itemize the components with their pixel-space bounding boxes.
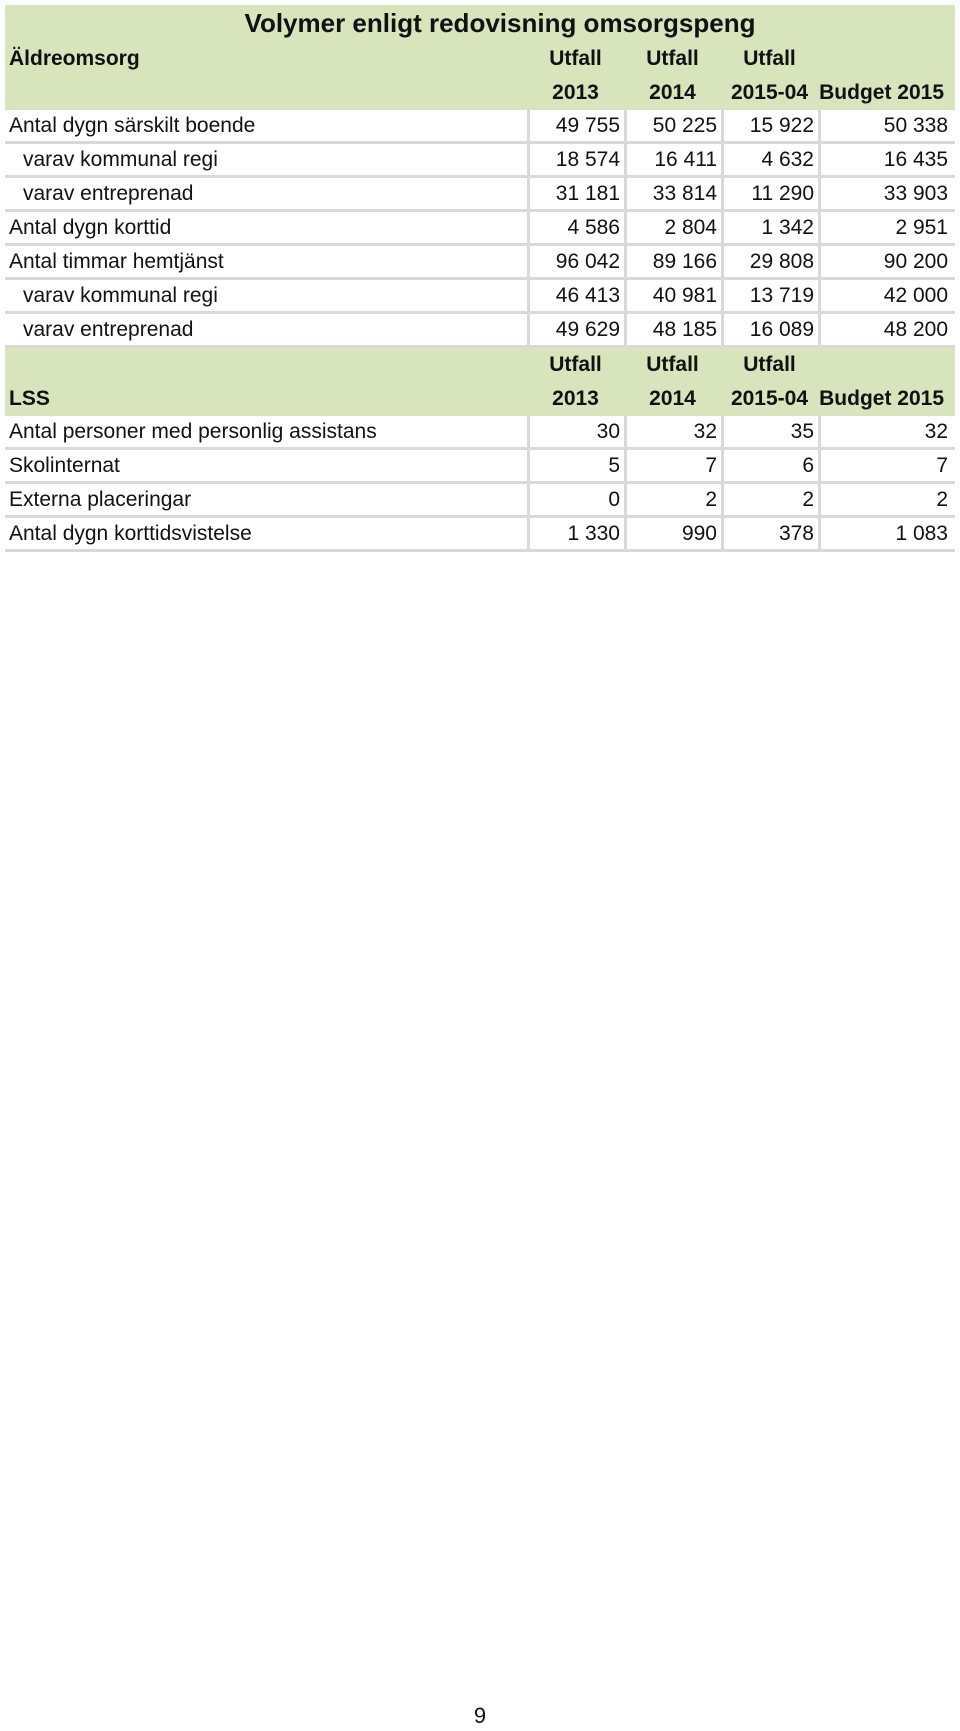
table-cell: 1 342 (721, 212, 818, 243)
section-header-lss (5, 348, 955, 416)
table-cell: 30 (527, 416, 624, 447)
section-header-aldreomsorg (5, 42, 955, 110)
table-cell: 16 435 (818, 144, 952, 175)
column-header: 2014 (649, 81, 696, 104)
row-label: varav kommunal regi (23, 147, 218, 171)
table-cell: 16 089 (721, 314, 818, 345)
column-header: 2015-04 (730, 387, 809, 410)
table-cell: 378 (721, 518, 818, 549)
table-cell: 29 808 (721, 246, 818, 277)
row-label: varav kommunal regi (23, 283, 218, 307)
table-row (5, 144, 955, 178)
table-cell: 11 290 (721, 178, 818, 209)
table-cell: 15 922 (721, 110, 818, 141)
table-cell: 49 755 (527, 110, 624, 141)
table-cell: 46 413 (527, 280, 624, 311)
table-cell: 48 185 (624, 314, 721, 345)
table-row (5, 484, 955, 518)
column-header: Utfall (549, 47, 602, 70)
table-cell: 1 083 (818, 518, 952, 549)
row-label: Antal dygn korttidsvistelse (9, 521, 252, 545)
row-label: Skolinternat (9, 453, 120, 477)
table-cell: 33 903 (818, 178, 952, 209)
column-header: 2013 (552, 81, 599, 104)
table-cell: 7 (624, 450, 721, 481)
row-label: Antal dygn särskilt boende (9, 113, 256, 137)
table-cell: 33 814 (624, 178, 721, 209)
table-row (5, 280, 955, 314)
table-cell: 35 (721, 416, 818, 447)
table-cell: 2 (624, 484, 721, 515)
row-label: varav entreprenad (23, 181, 194, 205)
table-cell: 2 804 (624, 212, 721, 243)
table-cell: 990 (624, 518, 721, 549)
table-row (5, 416, 955, 450)
table-row (5, 518, 955, 552)
column-header: Utfall (646, 47, 699, 70)
column-header: 2015-04 (730, 81, 809, 104)
table-row (5, 450, 955, 484)
column-header: 2013 (552, 387, 599, 410)
table-cell: 50 225 (624, 110, 721, 141)
table-cell: 48 200 (818, 314, 952, 345)
table-row (5, 178, 955, 212)
table-cell: 13 719 (721, 280, 818, 311)
table-cell: 2 951 (818, 212, 952, 243)
table-cell: 49 629 (527, 314, 624, 345)
table-cell: 32 (624, 416, 721, 447)
column-header: Utfall (743, 353, 796, 376)
row-label: Antal dygn korttid (9, 215, 172, 239)
table-cell: 4 586 (527, 212, 624, 243)
table-row (5, 212, 955, 246)
table-cell: 16 411 (624, 144, 721, 175)
table-cell: 90 200 (818, 246, 952, 277)
table-title: Volymer enligt redovisning omsorgspeng (5, 5, 955, 42)
table-cell: 42 000 (818, 280, 952, 311)
table-row (5, 110, 955, 144)
table-cell: 0 (527, 484, 624, 515)
table-cell: 32 (818, 416, 952, 447)
section-name: Äldreomsorg (9, 47, 140, 70)
section-name: LSS (9, 387, 50, 410)
row-label: varav entreprenad (23, 317, 194, 341)
row-label: Externa placeringar (9, 487, 192, 511)
column-header: Utfall (646, 353, 699, 376)
table-cell: 4 632 (721, 144, 818, 175)
row-label: Antal personer med personlig assistans (9, 419, 377, 443)
table-row (5, 246, 955, 280)
column-header (818, 42, 952, 76)
page-number: 9 (473, 1703, 487, 1728)
table-cell: 89 166 (624, 246, 721, 277)
table-cell: 2 (721, 484, 818, 515)
table-cell: 1 330 (527, 518, 624, 549)
volume-table (5, 5, 955, 552)
table-cell: 31 181 (527, 178, 624, 209)
table-cell: 6 (721, 450, 818, 481)
table-cell: 18 574 (527, 144, 624, 175)
table-cell: 2 (818, 484, 952, 515)
column-header (818, 348, 952, 382)
column-header: Budget 2015 (819, 387, 944, 410)
table-cell: 5 (527, 450, 624, 481)
table-cell: 50 338 (818, 110, 952, 141)
column-header: Utfall (549, 353, 602, 376)
column-header: 2014 (649, 387, 696, 410)
table-cell: 40 981 (624, 280, 721, 311)
row-label: Antal timmar hemtjänst (9, 249, 224, 273)
column-header: Utfall (743, 47, 796, 70)
column-header: Budget 2015 (819, 81, 944, 104)
table-cell: 96 042 (527, 246, 624, 277)
table-row (5, 314, 955, 348)
table-cell: 7 (818, 450, 952, 481)
